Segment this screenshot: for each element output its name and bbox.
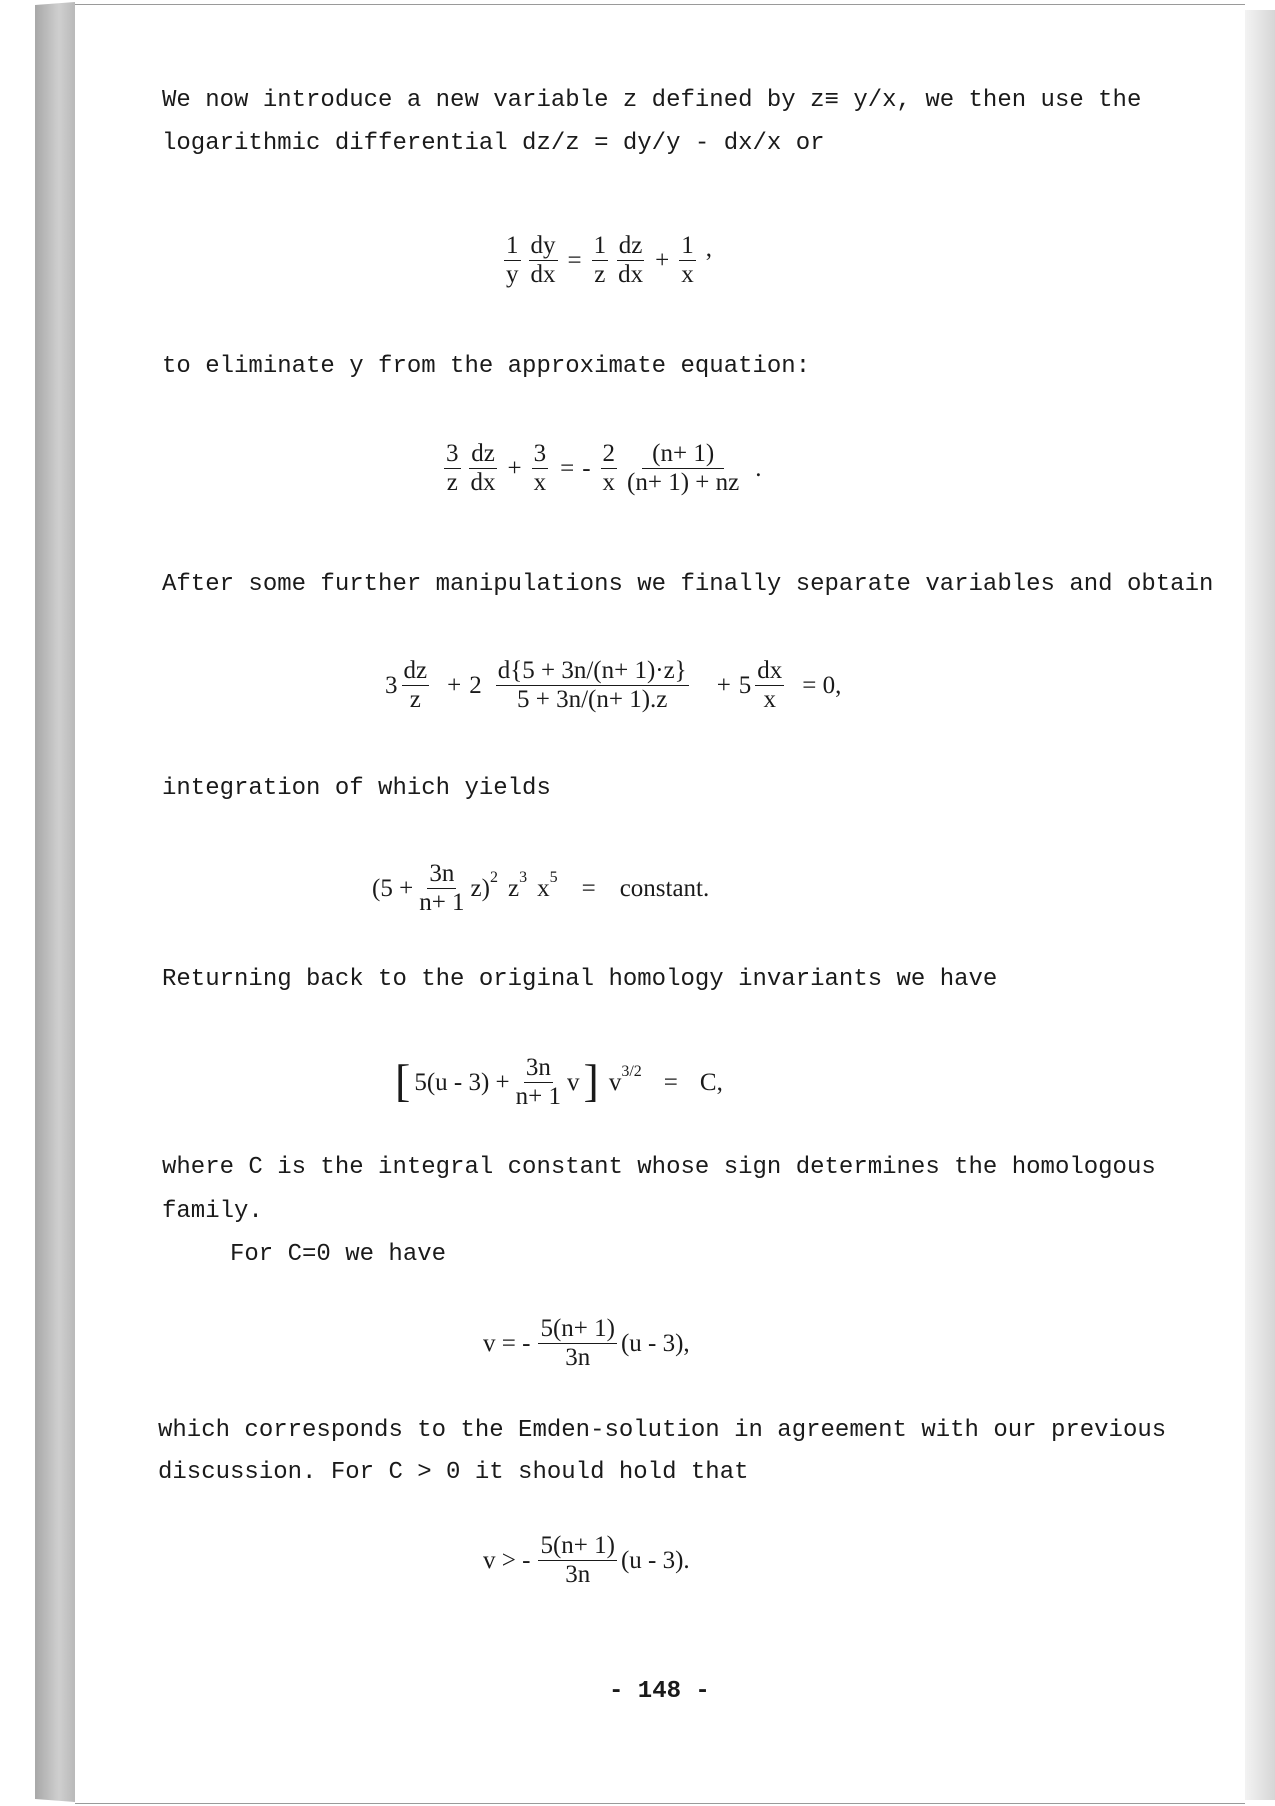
v-term: v [567,1068,580,1096]
numerator: dz [618,232,643,259]
paragraph-1-line-1: We now introduce a new variable z defined by z≡ y/x, we then use the [162,87,1142,114]
denominator: (n+ 1) + nz [627,469,740,496]
fraction [625,440,741,497]
x-term: x [537,874,550,902]
paragraph-5: Returning back to the original homology invariants we have [162,966,998,993]
exponent: 5 [549,868,558,886]
fraction [755,657,784,714]
equals-sign: = [663,1068,678,1096]
numerator: 5(n+ 1) [540,1315,615,1342]
lhs: v = - [483,1329,531,1357]
numerator: dx [757,657,783,684]
constant-c: C, [699,1068,723,1096]
fraction [496,657,689,714]
denominator: dx [470,469,496,496]
exponent: 2 [489,868,498,886]
coefficient: 2 [469,671,482,699]
paragraph-1-line-2: logarithmic differential dz/z = dy/y - dx/x or [162,130,825,157]
exponent: 3/2 [621,1062,642,1080]
denominator: x [763,686,777,713]
fraction [679,232,696,289]
right-bracket: ] [583,1054,599,1106]
fraction [592,232,609,289]
page-edge [1245,10,1275,1800]
fraction [469,440,498,497]
denominator: 3n [565,1344,591,1371]
fraction [532,440,549,497]
fraction [538,1315,617,1372]
plus-sign: + [447,671,462,699]
denominator: x [681,261,694,288]
numerator: 1 [593,232,607,259]
plus-sign: + [507,454,522,482]
equals-sign: = [581,874,596,902]
denominator: n+ 1 [419,889,465,916]
fraction [529,232,558,289]
equation-inequality [483,1532,690,1589]
fraction [616,232,645,289]
numerator: 1 [506,232,519,259]
fraction [538,1532,617,1589]
trailing-period: . [755,454,762,482]
equation-homology-invariants [395,1054,723,1111]
numerator: 3n [525,1054,551,1081]
equation-integration-result [372,860,709,917]
paragraph-6-line-2: family. [162,1198,263,1225]
numerator: 1 [681,232,694,259]
numerator: dz [403,657,428,684]
numerator: 3 [533,440,547,467]
fraction [444,440,461,497]
tail: (u - 3). [620,1546,690,1574]
exponent: 3 [519,868,528,886]
minus-sign: - [582,454,591,482]
z-term: z) [470,874,490,902]
equation-separated-variables [385,657,841,714]
fraction [402,657,430,714]
denominator: 3n [565,1561,591,1588]
open-term: (5 + [372,874,414,902]
plus-sign: + [716,671,731,699]
equation-emden-solution [483,1315,690,1372]
z-term: z [507,874,520,902]
fraction [601,440,618,497]
denominator: dx [530,261,556,288]
coefficient: 5 [738,671,752,699]
coefficient: 3 [385,671,398,699]
numerator: 3n [429,860,455,887]
constant: constant. [619,874,710,902]
numerator: 5(n+ 1) [540,1532,615,1559]
numerator: dy [530,232,556,259]
numerator: (n+ 1) [642,440,724,469]
paragraph-3: After some further manipulations we finally separate variables and obtain [162,571,1214,598]
fraction [514,1054,563,1111]
denominator: y [506,261,519,288]
page-number: - 148 - [609,1678,710,1705]
v-term: v [608,1068,622,1096]
denominator: 5 + 3n/(n+ 1).z [517,686,668,713]
lhs: v > - [483,1546,531,1574]
equals-zero: = 0, [802,671,842,699]
paragraph-4: integration of which yields [162,775,551,802]
paragraph-6-line-1: where C is the integral constant whose sign determines the homologous [162,1154,1156,1181]
fraction [504,232,521,289]
denominator: dx [618,261,644,288]
left-bracket: [ [395,1054,411,1106]
plus-sign: + [655,246,670,274]
tail: (u - 3), [620,1329,690,1357]
denominator: n+ 1 [515,1083,562,1110]
equals-sign: = [567,246,582,274]
denominator: z [594,261,606,288]
paragraph-2: to eliminate y from the approximate equation: [162,353,811,380]
trailing-comma: , [705,234,712,262]
paragraph-8-line-1: which corresponds to the Emden-solution in agreement with our previous [158,1417,1167,1444]
numerator: 3 [446,440,459,467]
inner-term: 5(u - 3) + [414,1068,510,1096]
equals-sign: = [560,454,575,482]
paragraph-8-line-2: discussion. For C > 0 it should hold that [158,1459,749,1486]
equation-approximate [440,440,762,497]
equation-logarithmic-differential [500,232,712,289]
denominator: z [409,686,421,713]
paragraph-7: For C=0 we have [230,1241,447,1268]
fraction [417,860,466,917]
book-spine [35,2,75,1802]
numerator: dz [471,440,495,467]
denominator: x [602,469,616,496]
denominator: z [446,469,458,496]
denominator: x [533,469,547,496]
numerator: 2 [602,440,616,467]
numerator: d{5 + 3n/(n+ 1)·z} [497,657,687,684]
